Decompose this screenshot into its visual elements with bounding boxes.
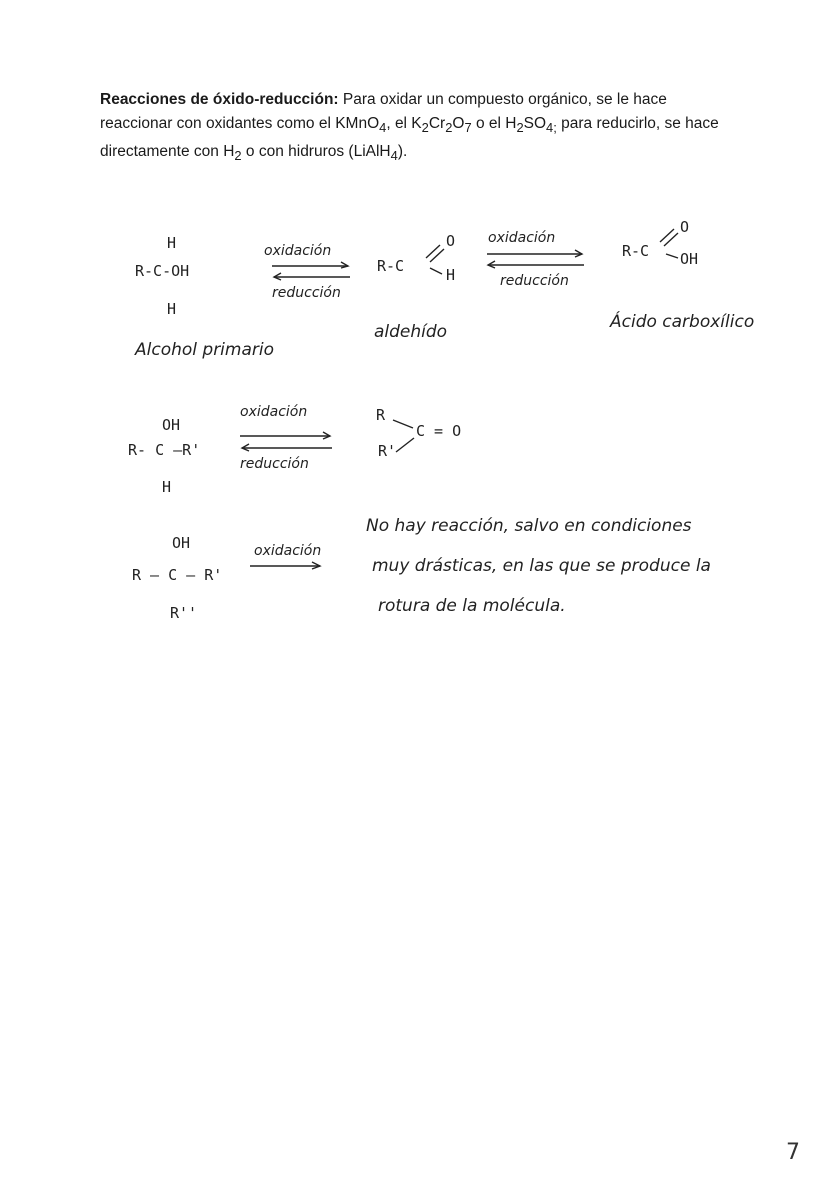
para-text: O	[452, 115, 465, 132]
alcohol-h-top: H	[167, 234, 177, 252]
sec-alcohol-h: H	[162, 478, 172, 496]
equilibrium-arrow-3	[240, 432, 332, 451]
para-text: ).	[397, 143, 408, 161]
label-primary-alcohol: Alcohol primario	[135, 340, 274, 360]
subscript: 4	[379, 120, 387, 136]
arrow3-reduction-label: reducción	[240, 456, 309, 472]
arrow2-reduction-label: reducción	[500, 273, 569, 289]
equilibrium-arrow-1	[272, 262, 350, 280]
subscript: 2	[421, 120, 429, 136]
tert-alcohol-formula: R – C – R'	[132, 566, 223, 584]
label-carboxylic-acid: Ácido carboxílico	[610, 312, 755, 332]
para-text: para reducirlo, se hace directamente con H	[100, 115, 719, 161]
aldehyde-formula: R-C	[377, 257, 405, 275]
para-text: SO	[523, 115, 547, 132]
arrow1-reduction-label: reducción	[272, 285, 341, 301]
ketone-r-prime: R'	[378, 442, 397, 460]
alcohol-h-bottom: H	[167, 300, 177, 318]
subscript: 7	[464, 120, 472, 136]
para-text: Cr	[428, 115, 446, 132]
subscript: 2	[445, 120, 453, 136]
para-text: , el K	[386, 115, 422, 132]
arrow4-oxidation-label: oxidación	[254, 543, 322, 559]
note-line-3: rotura de la molécula.	[378, 596, 566, 616]
subscript: 4;	[546, 120, 557, 136]
arrow3-oxidation-label: oxidación	[240, 404, 308, 420]
oxidation-arrow	[250, 562, 320, 569]
ketone-bonds	[393, 420, 414, 452]
acid-oh: OH	[680, 250, 699, 268]
subscript: 4	[390, 148, 398, 164]
acid-o: O	[680, 218, 690, 236]
para-text: Para oxidar un compuesto orgánico, se le hace reaccionar con oxidantes como el KMnO	[100, 91, 667, 132]
arrow1-oxidation-label: oxidación	[264, 243, 332, 259]
arrow2-oxidation-label: oxidación	[488, 230, 556, 246]
page-number: 7	[786, 1140, 800, 1165]
tert-alcohol-oh: OH	[172, 534, 191, 552]
alcohol-primary-formula: R-C-OH	[135, 262, 190, 280]
para-text: o con hidruros (LiAlH	[241, 143, 391, 161]
note-line-2: muy drásticas, en las que se produce la	[372, 556, 711, 576]
sec-alcohol-formula: R- C —R'	[128, 441, 201, 459]
aldehyde-o: O	[446, 232, 456, 250]
para-text: o el H	[471, 115, 517, 132]
aldehyde-h: H	[446, 266, 456, 284]
ketone-r: R	[376, 406, 386, 424]
note-line-1: No hay reacción, salvo en condiciones	[366, 516, 692, 536]
equilibrium-arrow-2	[487, 250, 584, 268]
tert-alcohol-r2: R''	[170, 604, 198, 622]
acid-formula: R-C	[622, 242, 650, 260]
label-aldehyde: aldehído	[374, 322, 448, 342]
sec-alcohol-oh: OH	[162, 416, 181, 434]
subscript: 2	[516, 120, 524, 136]
subscript: 2	[234, 148, 242, 164]
ketone-co: C = O	[416, 422, 462, 440]
section-heading: Reacciones de óxido-reducción:	[100, 91, 339, 108]
